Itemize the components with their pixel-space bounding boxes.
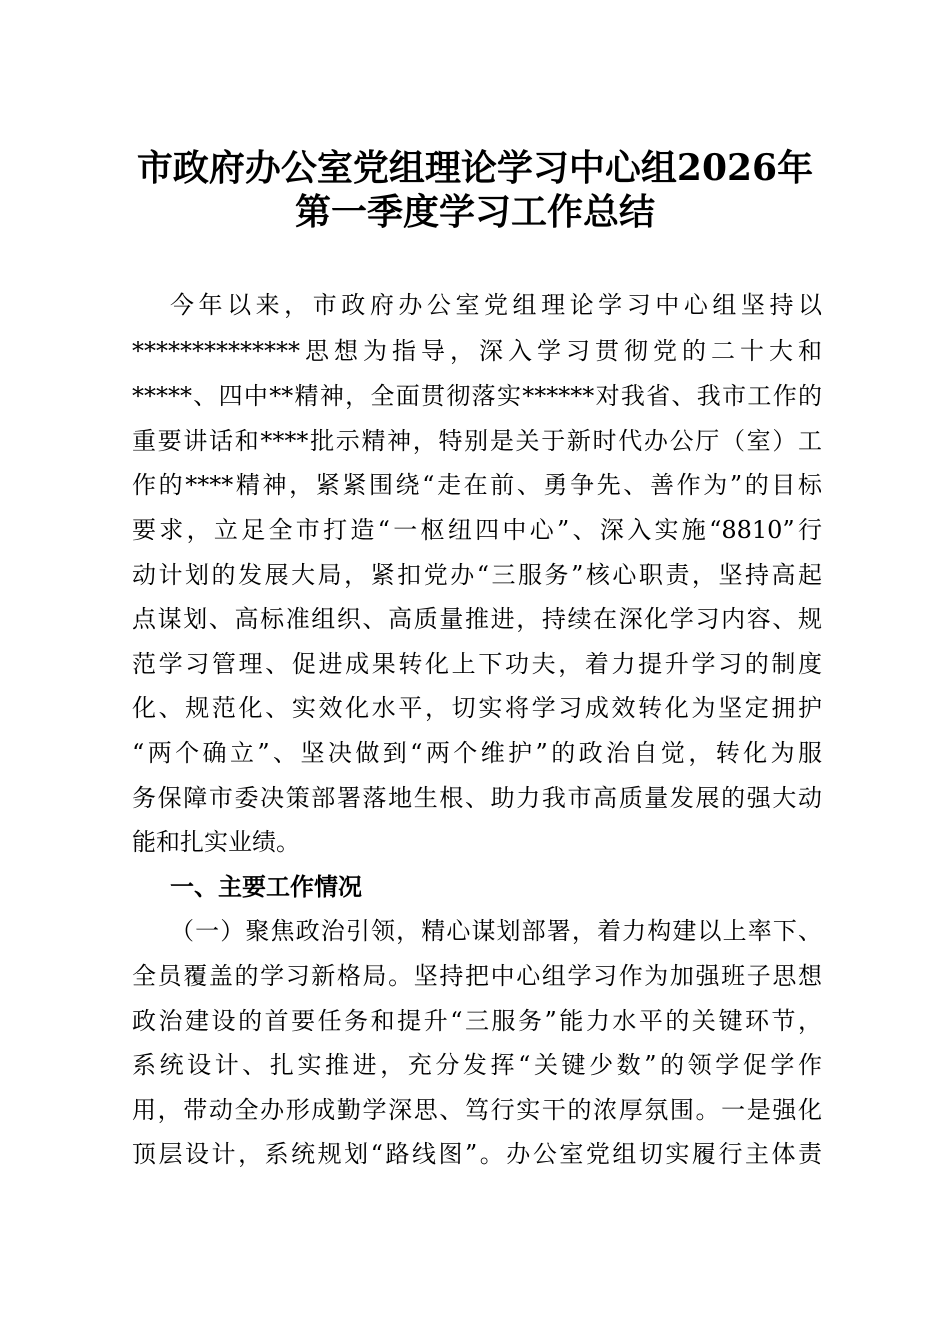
intro-line-12: 务保障市委决策部署落地生根、助力我市高质量发展的强大动 (132, 784, 822, 812)
intro-line-10: 化、规范化、实效化水平，切实将学习成效转化为坚定拥护 (132, 694, 822, 722)
section-line-2: 全员覆盖的学习新格局。坚持把中心组学习作为加强班子思想 (132, 962, 822, 990)
intro-line-1: 今年以来，市政府办公室党组理论学习中心组坚持以 (170, 291, 822, 319)
section-line-4: 系统设计、扎实推进，充分发挥“关键少数”的领学促学作 (132, 1051, 822, 1079)
section-heading: 一、主要工作情况 (170, 873, 362, 901)
intro-line-4: 重要讲话和****批示精神，特别是关于新时代办公厅（室）工 (132, 427, 822, 455)
section-line-1: （一）聚焦政治引领，精心谋划部署，着力构建以上率下、 (170, 917, 822, 945)
intro-line-8: 点谋划、高标准组织、高质量推进，持续在深化学习内容、规 (132, 605, 822, 633)
section-line-3: 政治建设的首要任务和提升“三服务”能力水平的关键环节， (132, 1007, 822, 1035)
intro-line-9: 范学习管理、促进成果转化上下功夫，着力提升学习的制度 (132, 650, 822, 678)
intro-line-11: “两个确立”、坚决做到“两个维护”的政治自觉，转化为服 (132, 739, 822, 767)
document-title-line-1: 市政府办公室党组理论学习中心组2026年 (136, 147, 814, 189)
intro-line-3: *****、四中**精神，全面贯彻落实******对我省、我市工作的 (132, 382, 822, 410)
intro-line-6: 要求，立足全市打造“一枢纽四中心”、深入实施“8810”行 (132, 516, 822, 544)
intro-line-5: 作的****精神，紧紧围绕“走在前、勇争先、善作为”的目标 (132, 471, 822, 499)
intro-line-7: 动计划的发展大局，紧扣党办“三服务”核心职责，坚持高起 (132, 561, 822, 589)
section-line-5: 用，带动全办形成勤学深思、笃行实干的浓厚氛围。一是强化 (132, 1096, 822, 1124)
section-line-6: 顶层设计，系统规划“路线图”。办公室党组切实履行主体责 (132, 1140, 822, 1168)
intro-line-13: 能和扎实业绩。 (132, 828, 300, 856)
intro-line-2: **************思想为指导，深入学习贯彻党的二十大和 (132, 337, 822, 365)
document-title-line-2: 第一季度学习工作总结 (294, 191, 655, 233)
